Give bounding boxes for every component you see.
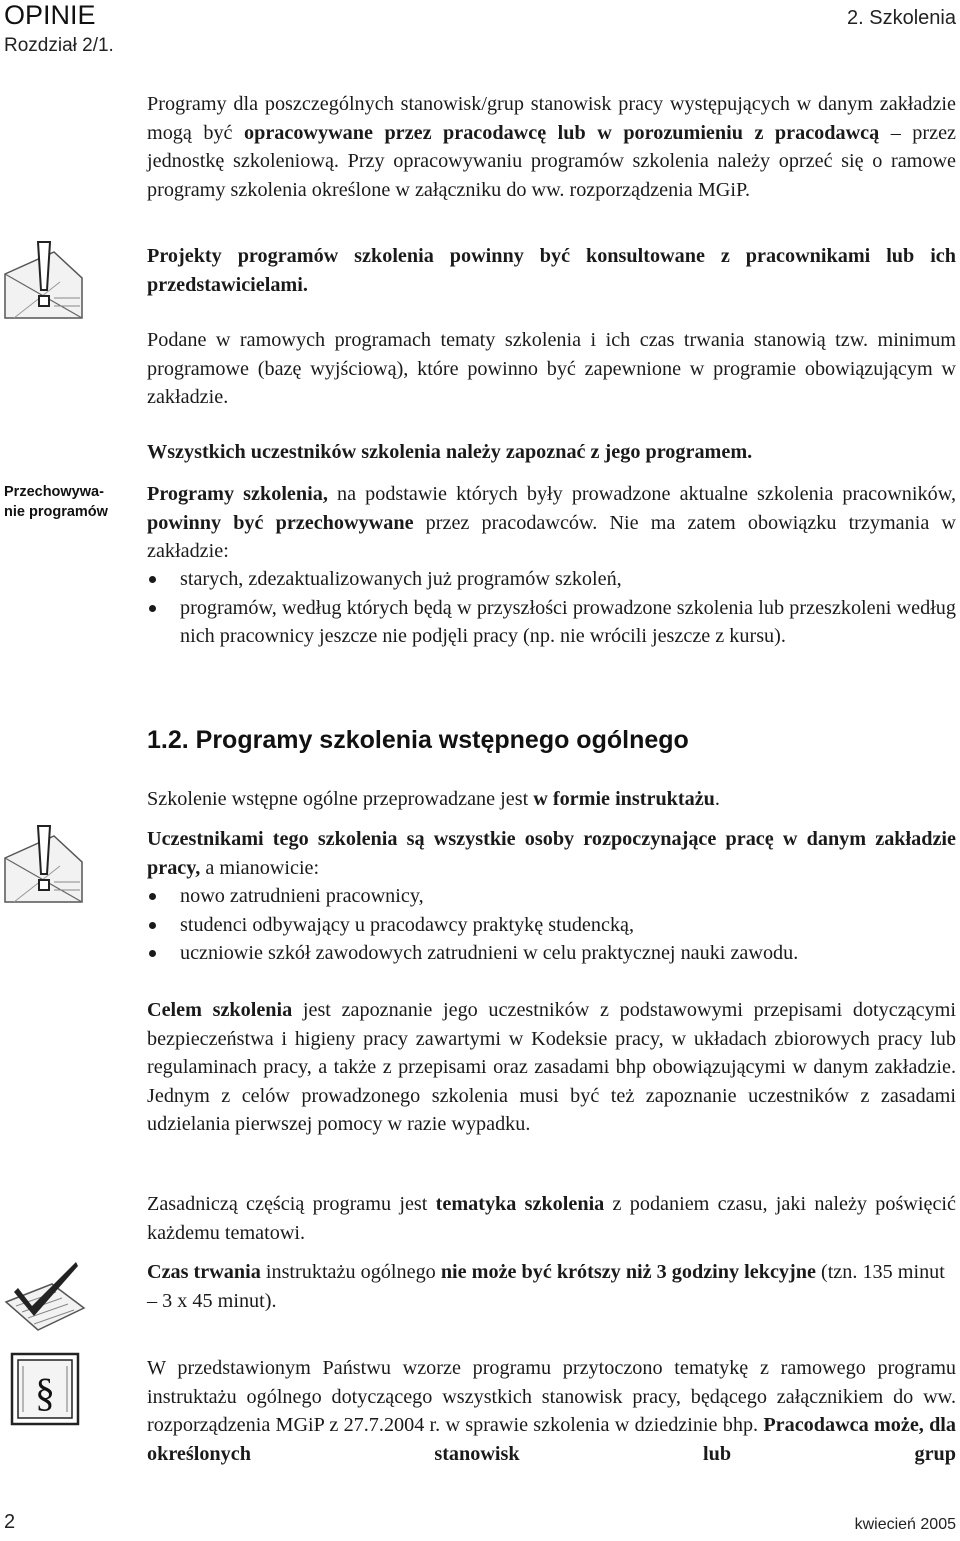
- section-label: 2. Szkolenia: [847, 7, 956, 29]
- paragraph-consultation: Projekty programów szkolenia powinny być konsultowane z pracownikami lub ich przedstawicielami.: [147, 245, 956, 296]
- publication-date: kwiecień 2005: [854, 1516, 956, 1533]
- margin-note-program-storage: Przechowywa- nie programów: [4, 484, 108, 520]
- page-number: 2: [4, 1511, 16, 1533]
- paragraph-training-topics: Zasadniczą częścią programu jest tematyka szkolenia z podaniem czasu, jaki należy poświęcić każdemu tematowi.: [147, 1193, 956, 1244]
- list-item: studenci odbywający u pracodawcy praktykę studencką,: [147, 911, 956, 940]
- paragraph-familiarize-participants: Wszystkich uczestników szkolenia należy zapoznać z jego programem.: [147, 441, 753, 463]
- list-not-required-storage: [147, 565, 956, 651]
- paragraph-programs-intro: Programy dla poszczególnych stanowisk/grup stanowisk pracy występujących w danym zakładzie mogą być opracowywane przez pracodawcę lub w porozumieniu z pracodawcą – przez jednostkę szkoleniową. Przy opracowywaniu programów szkolenia należy oprzeć się o ramowe programy szkolenia określone w załączniku do ww. rozporządzenia MGiP.: [147, 93, 956, 201]
- svg-text:§: §: [35, 1370, 55, 1415]
- section-heading: 1.2. Programy szkolenia wstępnego ogólnego: [147, 726, 689, 754]
- paragraph-training-goal: Celem szkolenia jest zapoznanie jego uczestników z podstawowymi przepisami dotyczącymi bezpieczeństwa i higieny pracy zawartymi w Kodeksie pracy, w układach zbiorowych pracy lub regulaminach pracy, a także z przepisami oraz zasadami bhp obowiązującymi w danym zakładzie. Jednym z celów prowadzonego szkolenia musi być też zapoznanie uczestników z zasadami udzielania pierwszej pomocy w razie wypadku.: [147, 999, 956, 1135]
- paragraph-participants: Uczestnikami tego szkolenia są wszystkie osoby rozpoczynające pracę w danym zakładzie pracy, a mianowicie:: [147, 828, 956, 879]
- paragraph-minimum-program: Podane w ramowych programach tematy szkolenia i ich czas trwania stanowią tzw. minimum programowe (bazę wyjściową), które powinno być zapewnione w programie obowiązującym w zakładzie.: [147, 329, 956, 408]
- paragraph-training-duration: Czas trwania instruktażu ogólnego nie może być krótszy niż 3 godziny lekcyjne (tzn. 135 minut – 3 x 45 minut).: [147, 1261, 945, 1312]
- publication-title: OPINIE: [4, 0, 96, 30]
- list-item: programów, według których będą w przyszłości prowadzone szkolenia lub przeszkoleni według nich pracownicy jeszcze nie podjęli pracy (np. nie wrócili jeszcze z kursu).: [147, 594, 956, 651]
- checkmark-document-icon: [2, 1258, 86, 1338]
- paragraph-program-storage: Programy szkolenia, na podstawie których były prowadzone aktualne szkolenia pracowników, powinny być przechowywane przez pracodawców. Nie ma zatem obowiązku trzymania w zakładzie:: [147, 483, 957, 562]
- law-book-paragraph-icon: [10, 1352, 80, 1426]
- list-item: uczniowie szkół zawodowych zatrudnieni w celu praktycznej nauki zawodu.: [147, 939, 956, 968]
- paragraph-instruction-form: Szkolenie wstępne ogólne przeprowadzane jest w formie instruktażu.: [147, 788, 720, 810]
- warning-sign-icon: [2, 238, 84, 322]
- paragraph-program-template: W przedstawionym Państwu wzorze programu przytoczono tematykę z ramowego programu instruktażu ogólnego dotyczącego wszystkich stanowisk pracy, będącego załącznikiem do ww. rozporządzenia MGiP z 27.7.2004 r. w sprawie szkolenia w dziedzinie bhp. Pracodawca może, dla określonych stanowisk lub grup: [147, 1357, 957, 1465]
- warning-sign-icon: [2, 822, 84, 906]
- list-participants: [147, 882, 956, 968]
- chapter-label: Rozdział 2/1.: [4, 35, 114, 56]
- list-item: nowo zatrudnieni pracownicy,: [147, 882, 956, 911]
- list-item: starych, zdezaktualizowanych już programów szkoleń,: [147, 565, 956, 594]
